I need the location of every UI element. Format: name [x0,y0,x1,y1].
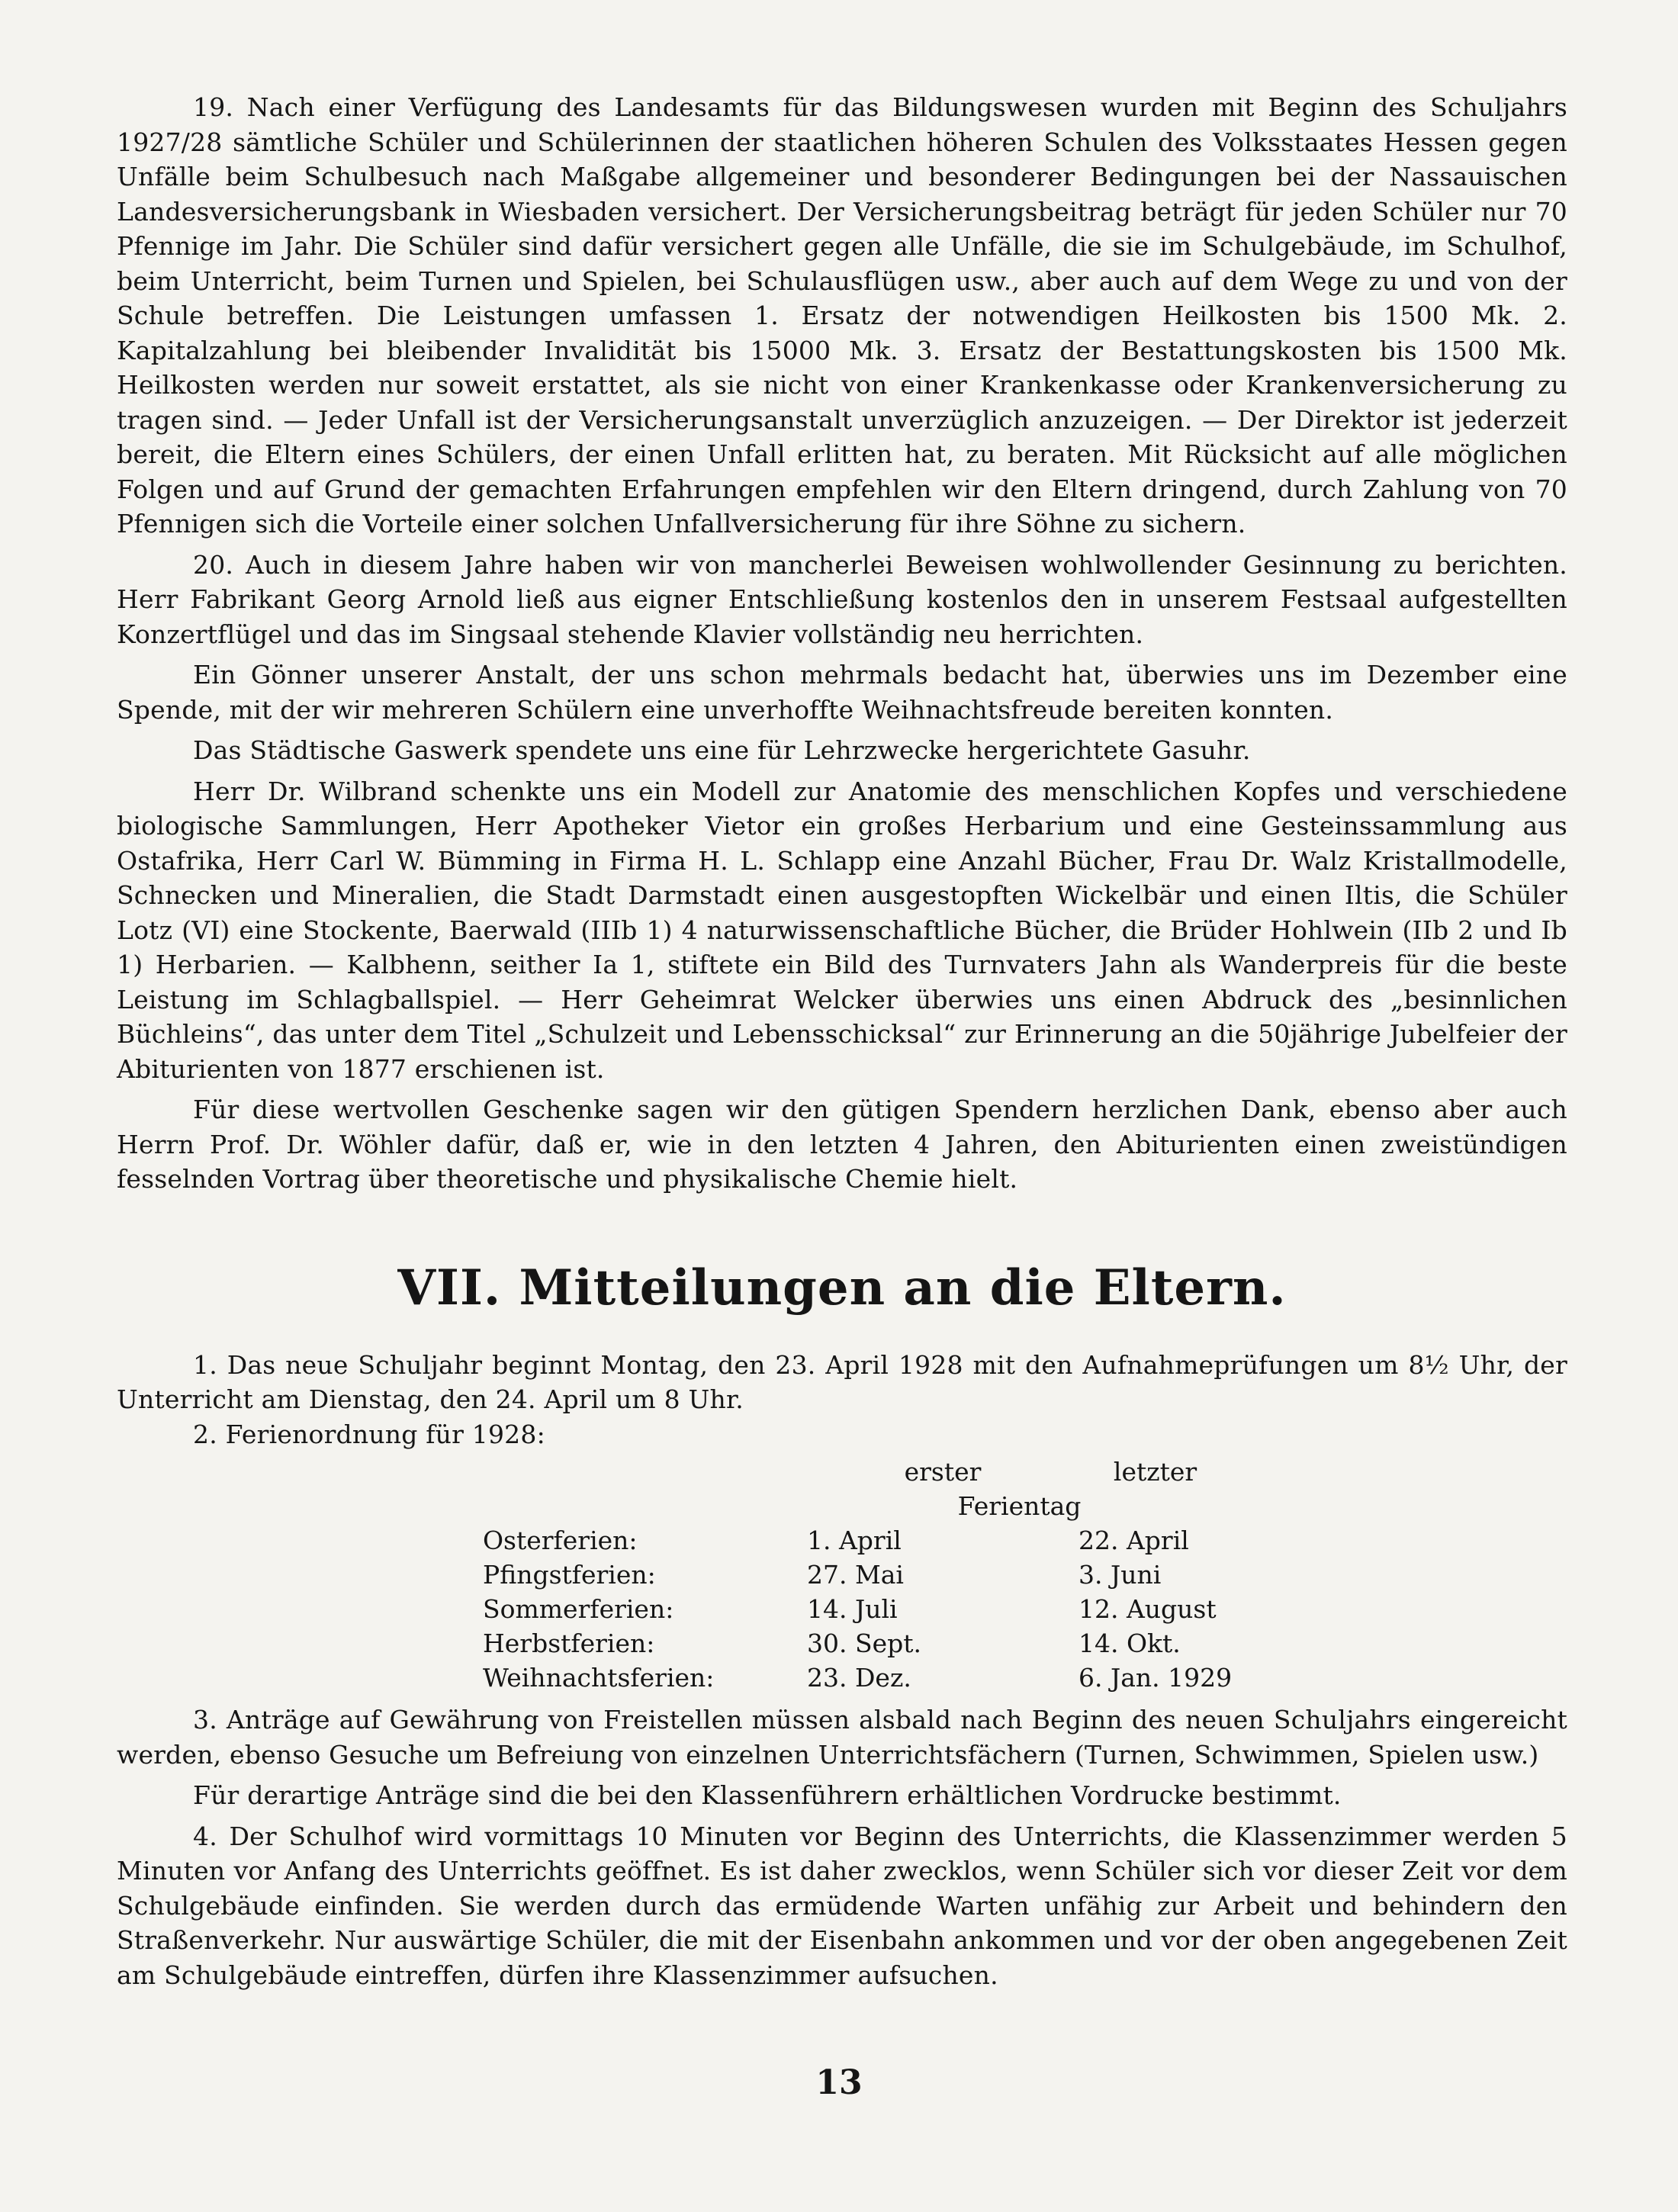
text-column [117,90,1567,1992]
holiday-end: 12. August [1078,1594,1217,1624]
table-row [483,1523,1232,1558]
header-first: erster [904,1457,982,1487]
holiday-name: Osterferien: [483,1526,638,1555]
paragraph-thanks: Für diese wertvollen Geschenke sagen wir den gütigen Spendern herzlichen Dank, ebenso aber auch Herrn Prof. Dr. Wöhler dafür, daß er, wie in den letzten 4 Jahren, den Abiturienten einen zweistündigen fesselnden Vortrag über theoretische und physikalische Chemie hielt. [117,1095,1567,1194]
item-3-freistellen: 3. Anträge auf Gewährung von Freistellen müssen alsbald nach Beginn des neuen Schuljahrs eingereicht werden, ebenso Gesuche um Befreiung von einzelnen Unterrichtsfächern (Turnen, Schwimmen, Spielen usw.) [117,1705,1567,1770]
table-row [483,1626,1232,1661]
holiday-name: Weihnachtsferien: [483,1663,715,1693]
holiday-end: 22. April [1078,1526,1189,1555]
holiday-start: 1. April [807,1526,902,1555]
holiday-name: Sommerferien: [483,1594,674,1624]
paragraph-donations: Herr Dr. Wilbrand schenkte uns ein Modell zur Anatomie des menschlichen Kopfes und verschiedene biologische Sammlungen, Herr Apotheker Vietor ein großes Herbarium und eine Gesteinssammlung aus Ostafrika, Herr Carl W. Bümming in Firma H. L. Schlapp eine Anzahl Bücher, Frau Dr. Walz Kristallmodelle, Schnecken und Mineralien, die Stadt Darmstadt einen ausgestopften Wickelbär und einen Iltis, die Schüler Lotz (VI) eine Stockente, Baerwald (IIIb 1) 4 naturwissenschaftliche Bücher, die Brüder Hohlwein (IIb 2 und Ib 1) Herbarien. — Kalbhenn, seither Ia 1, stiftete ein Bild des Turnvaters Jahn als Wanderpreis für die beste Leistung im Schlagballspiel. — Herr Geheimrat Welcker überwies uns einen Abdruck des „besinnlichen Büchleins“, das unter dem Titel „Schulzeit und Lebensschicksal“ zur Erinnerung an die 50jährige Jubelfeier der Abiturienten von 1877 erschienen ist. [117,776,1567,1084]
paragraph-20-gifts: 20. Auch in diesem Jahre haben wir von mancherlei Beweisen wohlwollender Gesinnung zu berichten. Herr Fabrikant Georg Arnold ließ aus eigner Entschließung kostenlos den in unserem Festsaal aufgestellten Konzertflügel und das im Singsaal stehende Klavier vollständig neu herrichten. [117,549,1567,649]
holiday-end: 3. Juni [1078,1560,1162,1590]
holiday-name: Pfingstferien: [483,1560,656,1590]
holiday-start: 14. Juli [807,1594,898,1624]
item-1-school-year: 1. Das neue Schuljahr beginnt Montag, den 23. April 1928 mit den Aufnahmeprüfungen um 8½ Uhr, der Unterricht am Dienstag, den 24. April um 8 Uhr. [117,1349,1567,1414]
table-row [483,1661,1232,1695]
holiday-table-subheader [483,1489,1232,1523]
table-row [483,1558,1232,1592]
section-heading: VII. Mitteilungen an die Eltern. [397,1259,1287,1317]
header-ferientag: Ferientag [957,1491,1082,1521]
holiday-start: 23. Dez. [807,1663,911,1693]
paragraph-gaswerk: Das Städtische Gaswerk spendete uns eine für Lehrzwecke hergerichtete Gasuhr. [193,735,1251,765]
holiday-end: 6. Jan. 1929 [1078,1663,1233,1693]
item-4-schulhof: 4. Der Schulhof wird vormittags 10 Minuten vor Beginn des Unterrichts, die Klassenzimmer werden 5 Minuten vor Anfang des Unterrichts geöffnet. Es ist daher zwecklos, wenn Schüler sich vor dieser Zeit vor dem Schulgebäude einfinden. Sie werden durch das ermüdende Warten unfähig zur Arbeit und behindern den Straßenverkehr. Nur auswärtige Schüler, die mit der Eisenbahn ankommen und vor der oben angegebenen Zeit am Schulgebäude eintreffen, dürfen ihre Klassenzimmer aufsuchen. [117,1821,1567,1990]
holiday-name: Herbstferien: [483,1628,655,1658]
paragraph-19-insurance: 19. Nach einer Verfügung des Landesamts für das Bildungswesen wurden mit Beginn des Schuljahrs 1927/28 sämtliche Schüler und Schülerinnen der staatlichen höheren Schulen des Volksstaates Hessen gegen Unfälle beim Schulbesuch nach Maßgabe allgemeiner und besonderer Bedingungen bei der Nassauischen Landesversicherungsbank in Wiesbaden versichert. Der Versicherungsbeitrag beträgt für jeden Schüler nur 70 Pfennige im Jahr. Die Schüler sind dafür versichert gegen alle Unfälle, die sie im Schulgebäude, im Schulhof, beim Unterricht, beim Turnen und Spielen, bei Schulausflügen usw., aber auch auf dem Wege zu und von der Schule betreffen. Die Leistungen umfassen 1. Ersatz der notwendigen Heilkosten bis 1500 Mk. 2. Kapitalzahlung bei bleibender Invalidität bis 15000 Mk. 3. Ersatz der Bestattungskosten bis 1500 Mk. Heilkosten werden nur soweit erstattet, als sie nicht von einer Krankenkasse oder Krankenversicherung zu tragen sind. — Jeder Unfall ist der Versicherungsanstalt unverzüglich anzuzeigen. — Der Direktor ist jederzeit bereit, die Eltern eines Schülers, der einen Unfall erlitten hat, zu beraten. Mit Rücksicht auf alle möglichen Folgen und auf Grund der gemachten Erfahrungen empfehlen wir den Eltern dringend, durch Zahlung von 70 Pfennigen sich die Vorteile einer solchen Unfallversicherung für ihre Söhne zu sichern. [117,92,1567,539]
paragraph-patron: Ein Gönner unserer Anstalt, der uns schon mehrmals bedacht hat, überwies uns im Dezember eine Spende, mit der wir mehreren Schülern eine unverhoffte Weihnachtsfreude bereiten konnten. [117,660,1567,725]
header-last: letzter [1113,1457,1197,1487]
table-row [483,1592,1232,1626]
holiday-end: 14. Okt. [1078,1628,1181,1658]
holiday-table-header [483,1455,1232,1489]
holiday-start: 27. Mai [807,1560,904,1590]
item-2-heading: 2. Ferienordnung für 1928: [193,1419,545,1449]
holiday-start: 30. Sept. [807,1628,921,1658]
paragraph-vordrucke: Für derartige Anträge sind die bei den Klassenführern erhältlichen Vordrucke bestimmt. [193,1780,1342,1810]
page-number: 13 [815,2063,863,2102]
holiday-table [483,1455,1232,1695]
